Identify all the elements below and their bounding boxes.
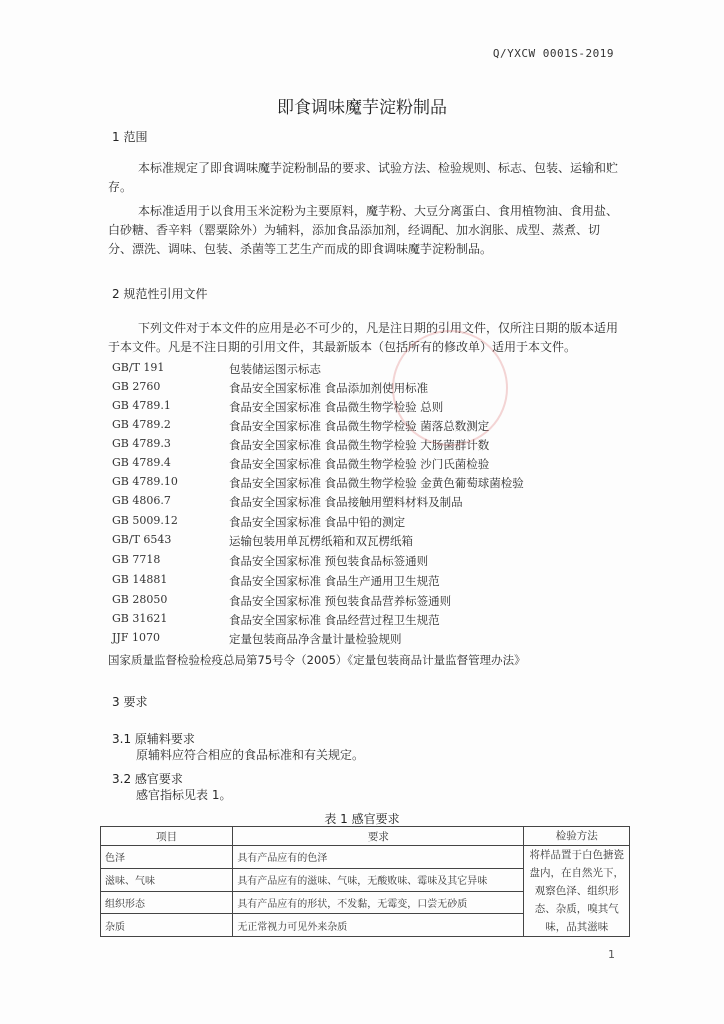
side-seal-mark	[706, 352, 724, 436]
reference-code: GB/T 191	[112, 361, 165, 374]
table-header-item: 项目	[101, 827, 233, 846]
table-row	[101, 846, 630, 869]
reference-title: 食品安全国家标准 食品微生物学检验 金黄色葡萄球菌检验	[229, 476, 524, 490]
reference-title: 运输包装用单瓦楞纸箱和双瓦楞纸箱	[229, 534, 413, 548]
reference-title: 食品安全国家标准 预包装食品营养标签通则	[229, 594, 452, 608]
table-caption: 表 1 感官要求	[324, 812, 400, 826]
section-heading-requirements: 3 要求	[112, 695, 148, 709]
document-title: 即食调味魔芋淀粉制品	[277, 98, 447, 118]
reference-code: GB 7718	[112, 553, 161, 566]
reference-code: GB 4789.10	[112, 475, 178, 488]
sensory-text: 感官指标见表 1。	[136, 788, 232, 802]
decree-reference: 国家质量监督检验检疫总局第75号令（2005）《定量包装商品计量监督管理办法》	[108, 653, 526, 667]
reference-code: GB 2760	[112, 380, 161, 393]
reference-code: GB 28050	[112, 593, 168, 606]
page-number: 1	[608, 948, 615, 961]
reference-title: 食品安全国家标准 食品接触用塑料材料及制品	[229, 495, 463, 509]
reference-title: 定量包装商品净含量计量检验规则	[229, 632, 402, 646]
registration-stamp	[392, 330, 508, 446]
table-header-row	[101, 827, 630, 846]
reference-title: 食品安全国家标准 食品添加剂使用标准	[229, 381, 429, 395]
subsection-heading-sensory: 3.2 感官要求	[112, 772, 183, 786]
reference-title: 食品安全国家标准 预包装食品标签通则	[229, 554, 429, 568]
section-heading-refs: 2 规范性引用文件	[112, 287, 208, 301]
reference-code: GB 4806.7	[112, 494, 171, 507]
reference-title: 食品安全国家标准 食品微生物学检验 菌落总数测定	[229, 419, 490, 433]
reference-title: 食品安全国家标准 食品中铅的测定	[229, 515, 406, 529]
reference-title: 包装储运图示标志	[229, 362, 321, 376]
reference-code: GB 14881	[112, 573, 168, 586]
reference-title: 食品安全国家标准 食品微生物学检验 沙门氏菌检验	[229, 457, 490, 471]
table-cell-item: 杂质	[101, 914, 233, 937]
reference-title: 食品安全国家标准 食品微生物学检验 总则	[229, 400, 444, 414]
reference-code: GB 4789.4	[112, 456, 171, 469]
table-cell-item: 色泽	[101, 846, 233, 869]
section-heading-scope: 1 范围	[112, 130, 148, 144]
reference-code: GB 31621	[112, 612, 168, 625]
scope-paragraph-1: 本标准规定了即食调味魔芋淀粉制品的要求、试验方法、检验规则、标志、包装、运输和贮存。	[108, 161, 619, 194]
reference-code: GB 4789.3	[112, 437, 171, 450]
reference-code: GB/T 6543	[112, 533, 172, 546]
table-cell-item: 滋味、气味	[101, 868, 233, 891]
raw-materials-text: 原辅料应符合相应的食品标准和有关规定。	[136, 748, 365, 762]
scope-paragraph-2: 本标准适用于以食用玉米淀粉为主要原料，魔芋粉、大豆分离蛋白、食用植物油、食用盐、白砂糖、香辛料（罂粟除外）为辅料，添加食品添加剂，经调配、加水润胀、成型、蒸煮、切分、漂洗、调味、包装、杀菌等工艺生产而成的即食调味魔芋淀粉制品。	[108, 204, 619, 256]
reference-code: JJF 1070	[112, 631, 160, 644]
sensory-requirements-table	[100, 826, 630, 937]
reference-title: 食品安全国家标准 食品经营过程卫生规范	[229, 613, 440, 627]
reference-code: GB 4789.2	[112, 418, 171, 431]
refs-intro-paragraph: 下列文件对于本文件的应用是必不可少的，凡是注日期的引用文件，仅所注日期的版本适用于本文件。凡是不注日期的引用文件，其最新版本（包括所有的修改单）适用于本文件。	[108, 321, 619, 354]
table-cell-requirement: 具有产品应有的滋味、气味，无酸败味、霉味及其它异味	[233, 868, 524, 891]
table-cell-requirement: 具有产品应有的色泽	[233, 846, 524, 869]
table-cell-item: 组织形态	[101, 891, 233, 914]
table-cell-method: 将样品置于白色搪瓷盘内，在自然光下，观察色泽、组织形态、杂质，嗅其气味，品其滋味	[524, 846, 630, 937]
table-header-method: 检验方法	[524, 827, 630, 846]
table-cell-requirement: 无正常视力可见外来杂质	[233, 914, 524, 937]
table-header-requirement: 要求	[233, 827, 524, 846]
reference-code: GB 5009.12	[112, 514, 178, 527]
reference-title: 食品安全国家标准 食品微生物学检验 大肠菌群计数	[229, 438, 490, 452]
table-cell-requirement: 具有产品应有的形状，不发黏，无霉变，口尝无砂质	[233, 891, 524, 914]
reference-title: 食品安全国家标准 食品生产通用卫生规范	[229, 574, 440, 588]
reference-code: GB 4789.1	[112, 399, 171, 412]
standard-code: Q/YXCW 0001S-2019	[492, 47, 614, 60]
subsection-heading-raw-materials: 3.1 原辅料要求	[112, 732, 195, 746]
